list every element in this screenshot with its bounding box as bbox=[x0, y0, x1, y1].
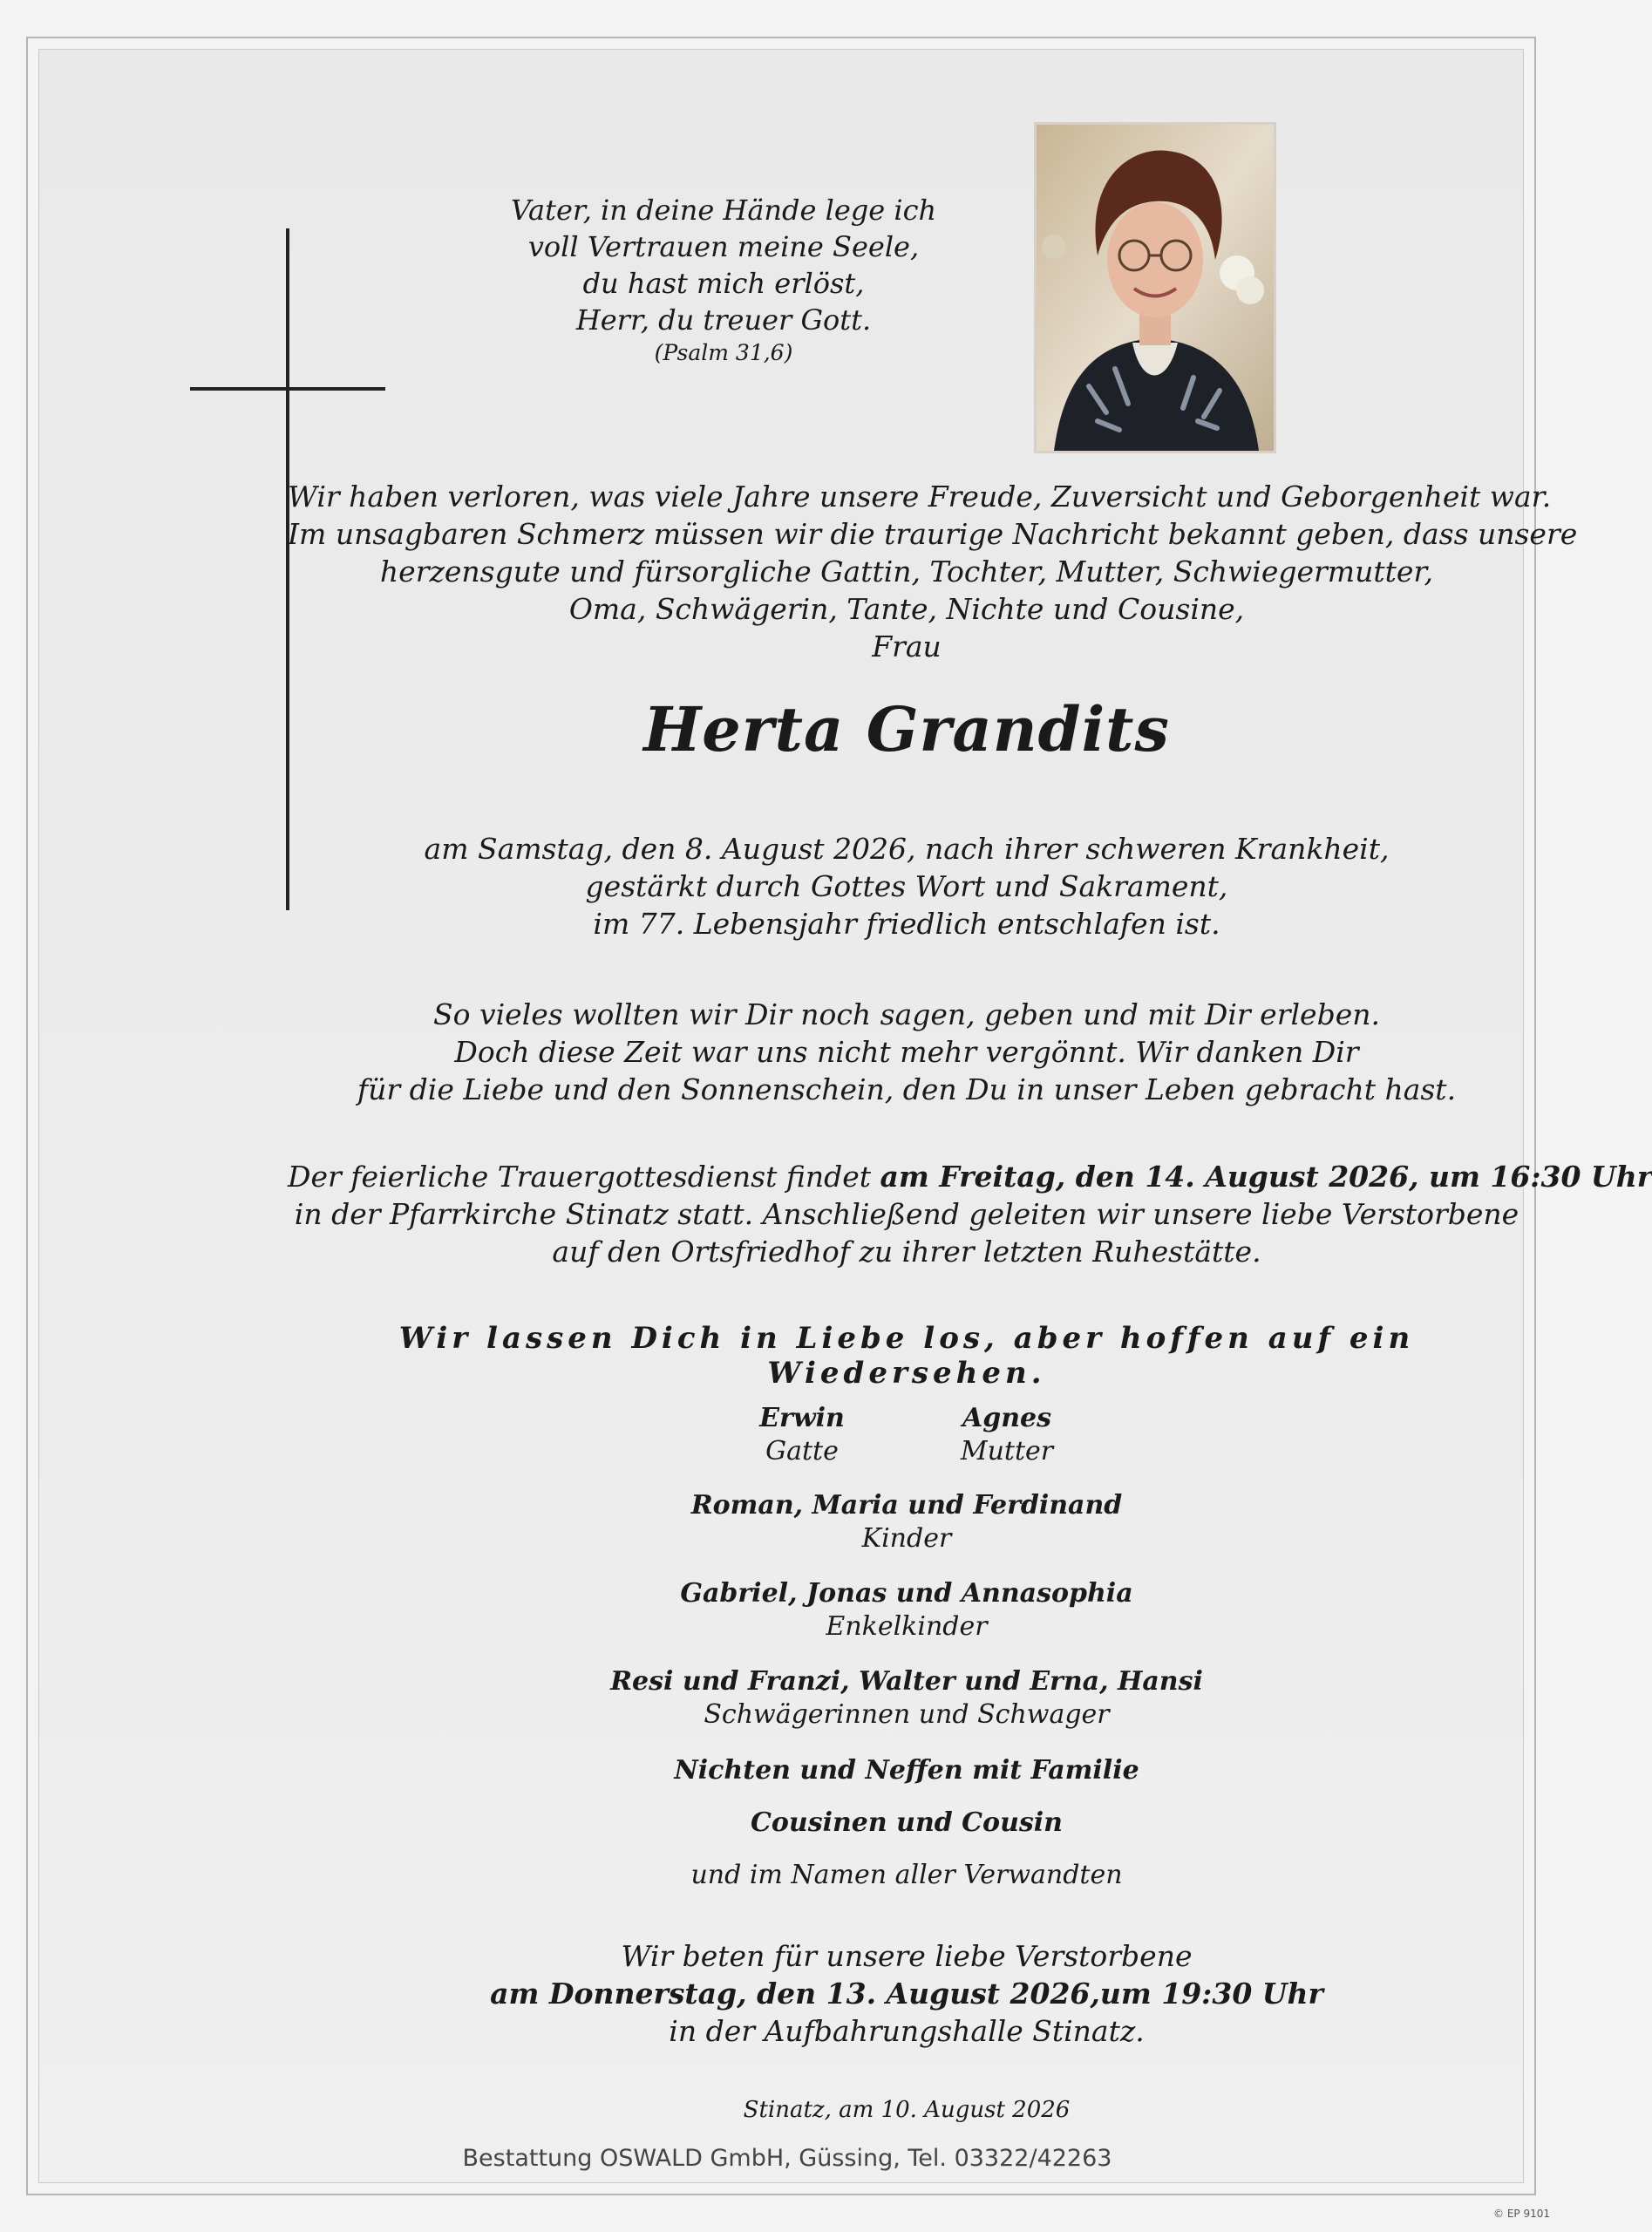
in-laws-entry bbox=[288, 1665, 1526, 1732]
intro-line: herzensgute und fürsorgliche Gattin, Tochter, Mutter, Schwiegermutter, bbox=[379, 555, 1434, 589]
family-role: Schwägerinnen und Schwager bbox=[704, 1699, 1110, 1730]
family-name: Roman, Maria und Ferdinand bbox=[690, 1490, 1123, 1521]
motto: Wir lassen Dich in Liebe los, aber hoffen auf ein Wiedersehen. bbox=[398, 1321, 1415, 1391]
undertaker-info: Bestattung OSWALD GmbH, Güssing, Tel. 03322/42263 bbox=[462, 2145, 1112, 2172]
relatives: und im Namen aller Verwandten bbox=[690, 1860, 1123, 1890]
service-datetime: am Freitag, den 14. August 2026, um 16:30 Uhr bbox=[880, 1160, 1652, 1194]
psalm-line: Herr, du treuer Gott. bbox=[575, 303, 872, 337]
prayer-info bbox=[288, 1937, 1526, 2050]
farewell-line: Doch diese Zeit war uns nicht mehr vergönnt. Wir danken Dir bbox=[454, 1035, 1359, 1069]
farewell-line: So vieles wollten wir Dir noch sagen, geben und mit Dir erleben. bbox=[433, 997, 1380, 1031]
intro-line: Wir haben verloren, was viele Jahre unsere Freude, Zuversicht und Geborgenheit war. bbox=[288, 480, 1552, 514]
psalm-line: du hast mich erlöst, bbox=[582, 267, 865, 300]
mother-entry bbox=[920, 1402, 1094, 1468]
death-notice bbox=[288, 830, 1526, 942]
family-role: Enkelkinder bbox=[826, 1611, 988, 1642]
deceased-name: Herta Grandits bbox=[643, 693, 1170, 766]
prayer-datetime: am Donnerstag, den 13. August 2026,um 19:30 Uhr bbox=[490, 1977, 1323, 2011]
family-name: Resi und Franzi, Walter und Erna, Hansi bbox=[610, 1666, 1203, 1697]
family-role: Gatte bbox=[765, 1436, 839, 1466]
family-role: Kinder bbox=[861, 1523, 952, 1554]
service-info bbox=[288, 1158, 1652, 1270]
death-line: gestärkt durch Gottes Wort und Sakrament, bbox=[585, 869, 1228, 903]
grandchildren-entry bbox=[288, 1577, 1526, 1643]
intro-line: Frau bbox=[872, 629, 942, 663]
family-role: Mutter bbox=[960, 1436, 1054, 1466]
place-date: Stinatz, am 10. August 2026 bbox=[743, 2097, 1071, 2123]
service-line: in der Pfarrkirche Stinatz statt. Anschließend geleiten wir unsere liebe Verstorbene bbox=[294, 1197, 1519, 1231]
psalm-line: Vater, in deine Hände lege ich bbox=[510, 194, 937, 227]
nieces-nephews: Nichten und Neffen mit Familie bbox=[674, 1755, 1139, 1786]
farewell-line: für die Liebe und den Sonnenschein, den Du in unser Leben gebracht hast. bbox=[357, 1072, 1457, 1106]
death-line: am Samstag, den 8. August 2026, nach ihrer schweren Krankheit, bbox=[424, 832, 1390, 866]
psalm-quote bbox=[288, 192, 1159, 368]
family-name: Agnes bbox=[962, 1403, 1052, 1433]
spouse-entry bbox=[715, 1402, 889, 1468]
cousins: Cousinen und Cousin bbox=[751, 1807, 1063, 1838]
farewell-text bbox=[288, 996, 1526, 1108]
intro-line: Oma, Schwägerin, Tante, Nichte und Cousine, bbox=[568, 592, 1245, 626]
family-name: Gabriel, Jonas und Annasophia bbox=[680, 1578, 1133, 1609]
intro-text bbox=[288, 478, 1578, 665]
service-line: auf den Ortsfriedhof zu ihrer letzten Ruhestätte. bbox=[552, 1235, 1261, 1269]
template-code: © EP 9101 bbox=[1493, 2208, 1550, 2220]
family-name: Erwin bbox=[759, 1403, 845, 1433]
prayer-line: in der Aufbahrungshalle Stinatz. bbox=[669, 2014, 1145, 2048]
service-line bbox=[288, 1158, 1652, 1195]
cross-icon-horizontal bbox=[190, 387, 385, 391]
death-line: im 77. Lebensjahr friedlich entschlafen ist. bbox=[593, 907, 1220, 941]
prayer-line: Wir beten für unsere liebe Verstorbene bbox=[621, 1939, 1193, 1973]
children-entry bbox=[288, 1489, 1526, 1555]
intro-line: Im unsagbaren Schmerz müssen wir die traurige Nachricht bekannt geben, dass unsere bbox=[288, 517, 1578, 551]
psalm-line: voll Vertrauen meine Seele, bbox=[527, 230, 920, 263]
psalm-reference: (Psalm 31,6) bbox=[654, 340, 793, 365]
service-intro: Der feierliche Trauergottesdienst findet bbox=[288, 1160, 880, 1194]
